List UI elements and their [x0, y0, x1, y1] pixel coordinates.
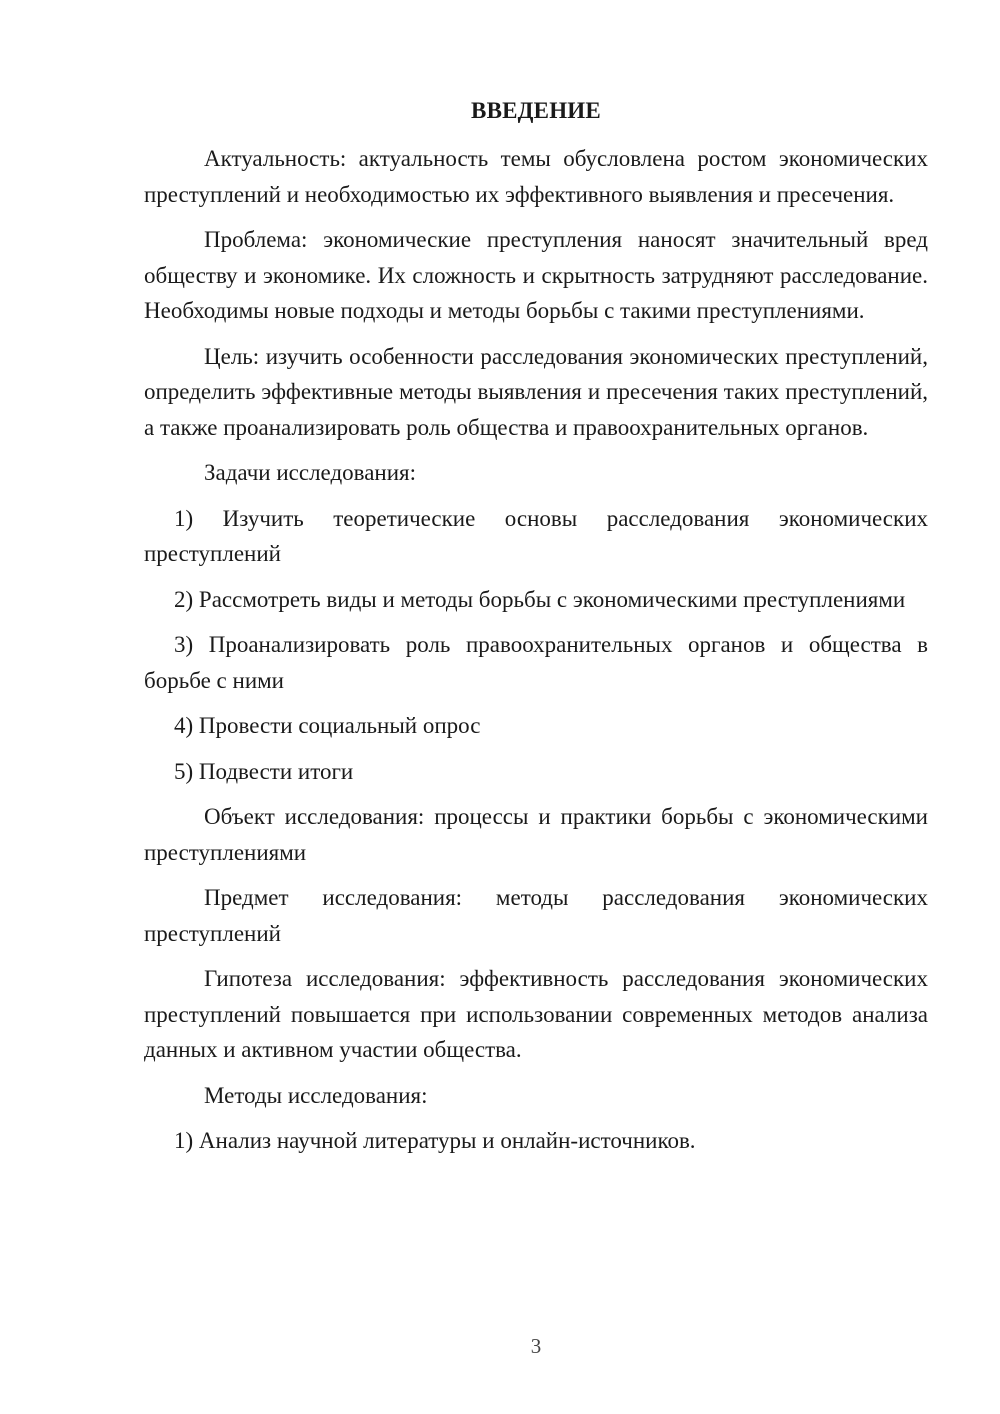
problem-paragraph: Проблема: экономические преступления наносят значительный вред обществу и экономике. Их сложность и скрытность затрудняют расследование. Необходимы новые подходы и методы борьбы с такими преступлениями. [144, 227, 928, 323]
task-item-5: 5) Подвести итоги [174, 758, 354, 784]
subject-paragraph: Предмет исследования: методы расследования экономических преступлений [144, 885, 928, 946]
task-item-4: 4) Провести социальный опрос [174, 713, 481, 738]
task-item-2: 2) Рассмотреть виды и методы борьбы с экономическими преступлениями [174, 586, 906, 612]
body-text [144, 141, 928, 1159]
relevance-paragraph: Актуальность: актуальность темы обусловлена ростом экономических преступлений и необходимостью их эффективного выявления и пресечения. [144, 146, 928, 207]
methods-heading: Методы исследования: [204, 1082, 428, 1108]
task-item-3: 3) Проанализировать роль правоохранительных органов и общества в борьбе с ними [144, 632, 928, 693]
page-number: 3 [530, 1334, 542, 1358]
method-item-1: 1) Анализ научной литературы и онлайн-источников. [174, 1128, 696, 1153]
tasks-heading: Задачи исследования: [204, 460, 417, 485]
page-title: ВВЕДЕНИЕ [471, 98, 601, 123]
hypothesis-paragraph: Гипотеза исследования: эффективность расследования экономических преступлений повышается при использовании современных методов анализа данных и активном участии общества. [144, 966, 928, 1062]
object-paragraph: Объект исследования: процессы и практики борьбы с экономическими преступлениями [144, 804, 928, 865]
task-item-1: 1) Изучить теоретические основы расследования экономических преступлений [144, 505, 928, 566]
goal-paragraph: Цель: изучить особенности расследования экономических преступлений, определить эффективные методы выявления и пресечения таких преступлений, а также проанализировать роль общества и правоохранительных органов. [144, 343, 928, 440]
